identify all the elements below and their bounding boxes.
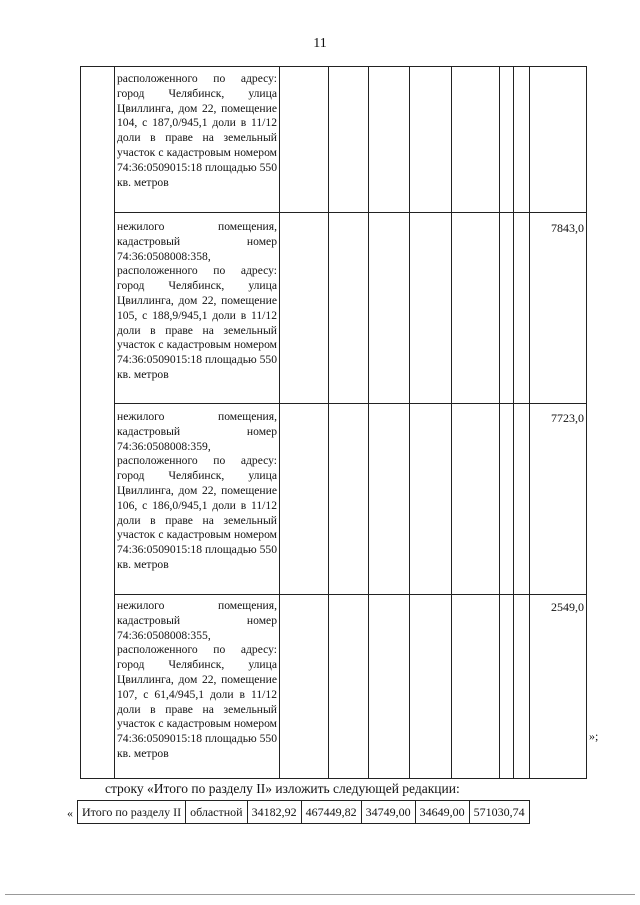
row-amount: 7723,0 <box>551 411 584 425</box>
col-line <box>368 66 369 779</box>
row-amount: 7843,0 <box>551 221 584 235</box>
row-line <box>114 212 587 213</box>
row-description: нежилого помещения, кадастровый номер 74:36:0508008:358, расположенного по адресу: город Челябинск, улица Цвиллинга, дом 22, помещение 105, с 188,9/945,1 доли в 11/12 доли в праве на земельный участок с кадастровым номером 74:36:0509015:18 площадью 550 кв. метров <box>117 220 277 381</box>
col-line <box>80 66 81 779</box>
total-table <box>77 800 530 824</box>
row-line <box>80 778 587 779</box>
row-description: нежилого помещения, кадастровый номер 74:36:0508008:359, расположенного по адресу: город Челябинск, улица Цвиллинга, дом 22, помещение 106, с 186,0/945,1 доли в 11/12 доли в праве на земельный участок с кадастровым номером 74:36:0509015:18 площадью 550 кв. метров <box>117 410 277 571</box>
instruction-text: строку «Итого по разделу II» изложить следующей редакции: <box>105 781 460 796</box>
total-row <box>78 801 530 824</box>
row-line <box>114 594 587 595</box>
col-line <box>279 66 280 779</box>
row-description: расположенного по адресу: город Челябинск, улица Цвиллинга, дом 22, помещение 104, с 187,0/945,1 доли в 11/12 доли в праве на земельный участок с кадастровым номером 74:36:0509015:18 площадью 550 кв. метров <box>117 72 277 189</box>
total-value-cell: 34749,00 <box>361 801 415 824</box>
row-line <box>80 66 587 67</box>
page-number: 11 <box>313 36 327 51</box>
col-line <box>114 66 115 779</box>
row-amount: 2549,0 <box>551 600 584 614</box>
row-line <box>114 403 587 404</box>
row-description: нежилого помещения, кадастровый номер 74:36:0508008:355, расположенного по адресу: город Челябинск, улица Цвиллинга, дом 22, помещение 107, с 61,4/945,1 доли в 11/12 доли в праве на земельный участок с кадастровым номером 74:36:0509015:18 площадью 550 кв. метров <box>117 599 277 760</box>
total-value-cell: 34182,92 <box>247 801 301 824</box>
closing-quote: »; <box>589 729 599 743</box>
col-line <box>586 66 587 779</box>
open-quote: « <box>67 806 73 820</box>
page-bottom-rule <box>5 894 635 895</box>
col-line <box>499 66 500 779</box>
col-line <box>451 66 452 779</box>
col-line <box>409 66 410 779</box>
col-line <box>328 66 329 779</box>
total-value-cell: 571030,74 <box>469 801 529 824</box>
total-label-cell: Итого по разделу II <box>78 801 186 824</box>
total-value-cell: 467449,82 <box>301 801 361 824</box>
total-value-cell: 34649,00 <box>415 801 469 824</box>
total-budget-cell: областной <box>186 801 248 824</box>
